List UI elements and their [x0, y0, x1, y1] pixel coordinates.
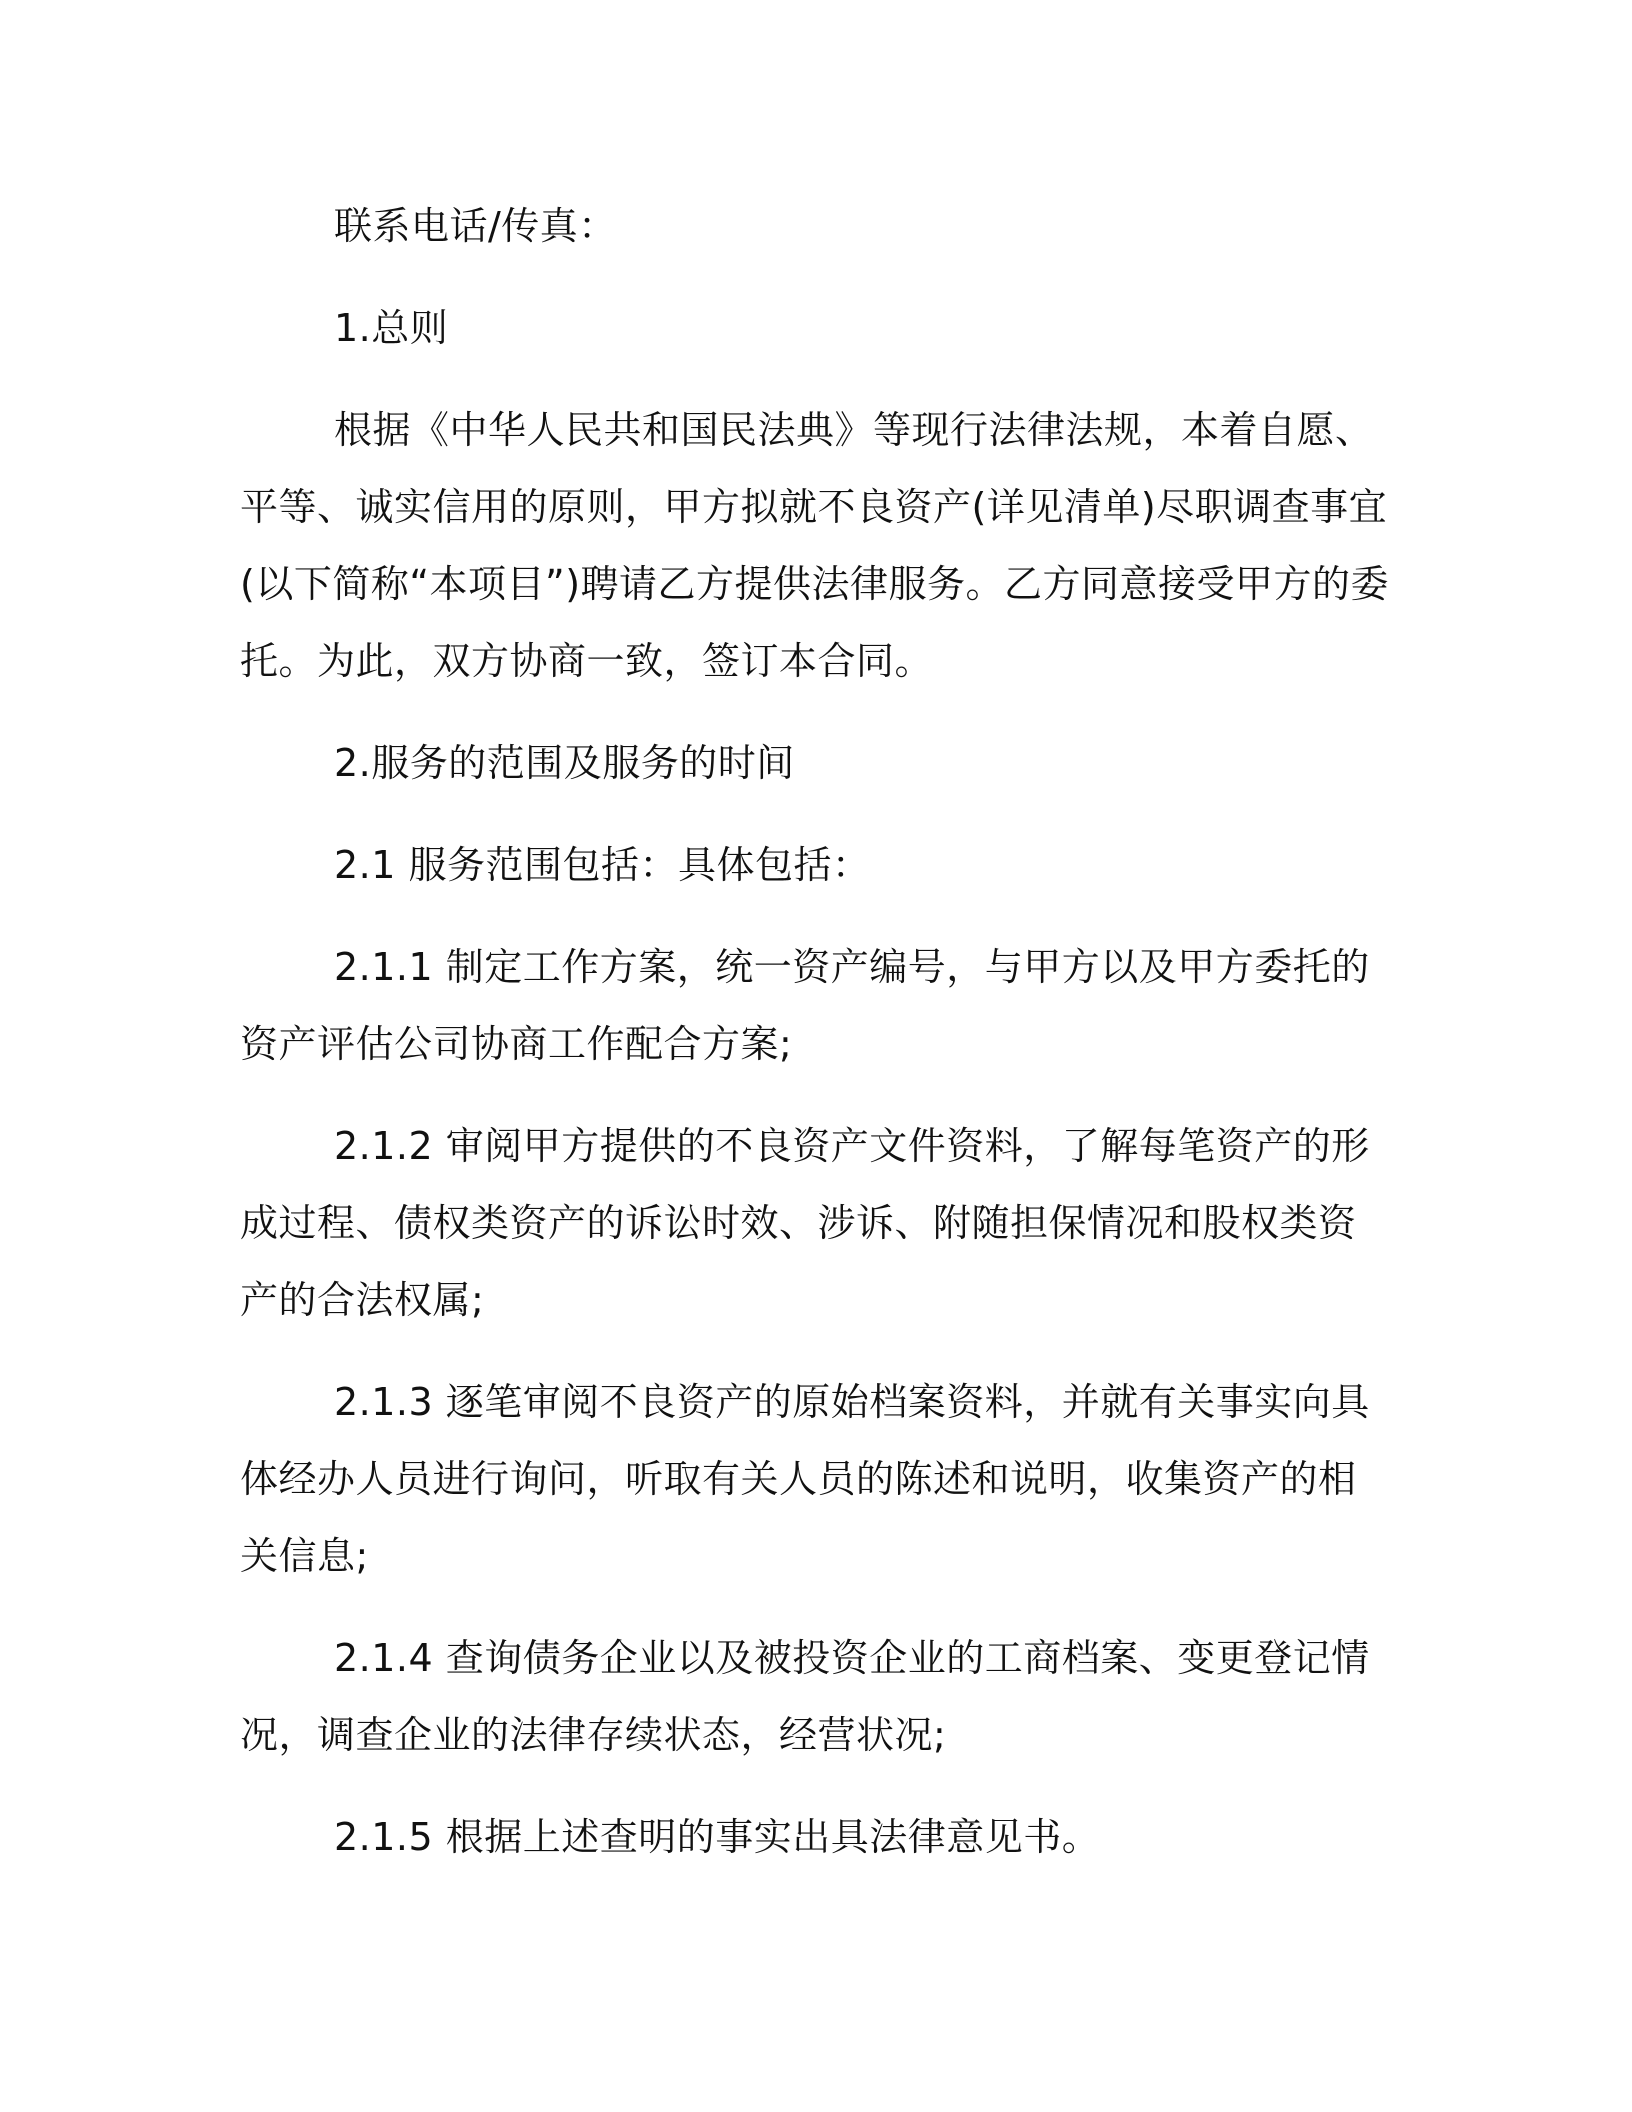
- general-provisions-paragraph: 根据《中华人民共和国民法典》等现行法律法规，本着自愿、平等、诚实信用的原则，甲方拟就不良资产(详见清单)尽职调查事宜(以下简称“本项目”)聘请乙方提供法律服务。乙方同意接受甲方的委托。为此，双方协商一致，签订本合同。: [240, 408, 1390, 683]
- clause-2-1-5: 2.1.5 根据上述查明的事实出具法律意见书。: [334, 1815, 1101, 1859]
- section-heading-service-scope: 2.服务的范围及服务的时间: [334, 741, 795, 785]
- section-heading-general: 1.总则: [334, 306, 449, 350]
- contact-phone-fax-line: 联系电话/传真：: [334, 204, 617, 248]
- clause-2-1-4: 2.1.4 查询债务企业以及被投资企业的工商档案、变更登记情况，调查企业的法律存续状态，经营状况;: [240, 1636, 1370, 1757]
- clause-2-1-1: 2.1.1 制定工作方案，统一资产编号，与甲方以及甲方委托的资产评估公司协商工作配合方案;: [240, 945, 1370, 1066]
- document-body: [240, 188, 1390, 1876]
- clause-2-1: 2.1 服务范围包括：具体包括：: [334, 843, 871, 887]
- clause-2-1-3: 2.1.3 逐笔审阅不良资产的原始档案资料，并就有关事实向具体经办人员进行询问，听取有关人员的陈述和说明，收集资产的相关信息;: [240, 1380, 1370, 1578]
- clause-2-1-2: 2.1.2 审阅甲方提供的不良资产文件资料，了解每笔资产的形成过程、债权类资产的诉讼时效、涉诉、附随担保情况和股权类资产的合法权属;: [240, 1124, 1370, 1322]
